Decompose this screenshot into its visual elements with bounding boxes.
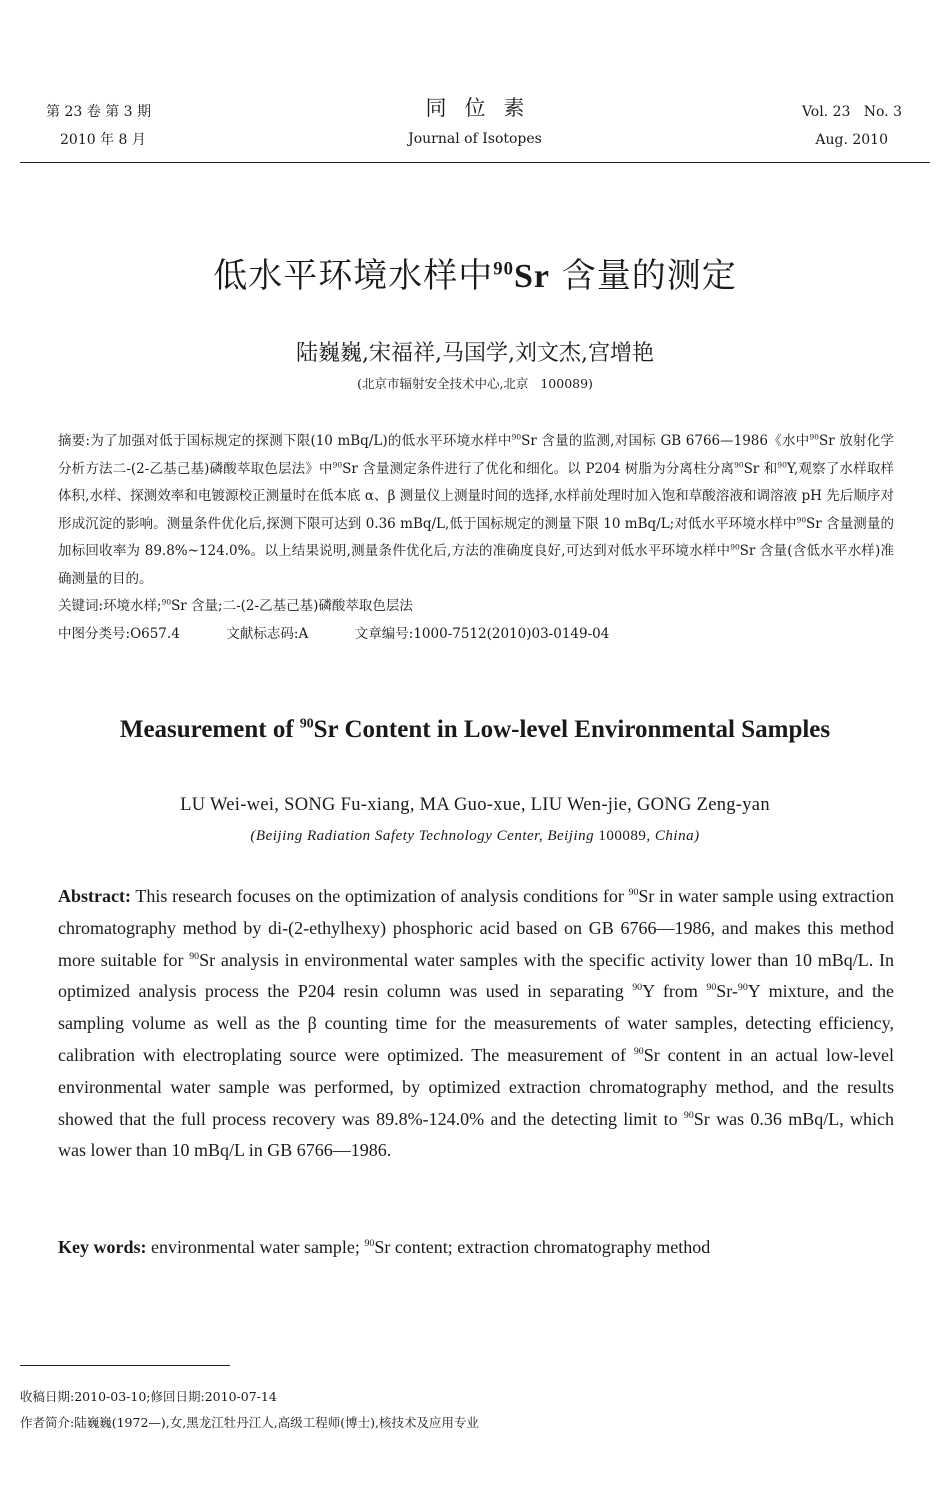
superscript-90: 90 — [734, 460, 744, 469]
superscript-90: 90 — [632, 982, 643, 994]
superscript-90: 90 — [730, 542, 740, 552]
author-bio: 作者简介:陆巍巍(1972—),女,黑龙江牡丹江人,高级工程师(博士),核技术及应用专业 — [20, 1415, 479, 1430]
doc-code-label: 文献标志码: — [226, 625, 299, 642]
superscript-90: 90 — [633, 1045, 644, 1057]
date-cn: 2010 年 8 月 — [60, 132, 146, 148]
keywords-en — [58, 1232, 894, 1263]
affiliation-en-name: (Beijing Radiation Safety Technology Center, Beijing — [250, 828, 599, 844]
footnote-divider — [20, 1365, 230, 1366]
superscript-90: 90 — [332, 460, 343, 469]
clc-value: O657.4 — [130, 625, 180, 642]
paper-title-cn — [0, 248, 950, 297]
keywords-en-text: environmental water sample; — [146, 1237, 365, 1257]
title-en-part1: Measurement of — [119, 716, 300, 743]
article-number-value: 1000-7512(2010)03-0149-04 — [413, 625, 610, 642]
journal-name-en: Journal of Isotopes — [408, 131, 542, 147]
title-cn-part1: 低水平环境水样中 — [213, 256, 494, 296]
abstract-cn-text: Sr 和 — [743, 460, 778, 477]
abstract-cn-label: 摘要: — [58, 433, 91, 449]
abstract-en — [58, 881, 894, 1167]
affiliation-cn: (北京市辐射安全技术中心,北京 100089) — [357, 376, 593, 391]
journal-name-cn: 同位素 — [425, 96, 543, 120]
abstract-en-text: Sr content in an actual low-level environmental water sample was performed, by optimized extraction chromatography method, and the results showed that the full process recovery was 89.8%-124.0% and the detecting limit to — [58, 1044, 895, 1129]
abstract-en-text: Sr in water sample using extraction chromatography method by di-(2-ethylhexy) phosphoric acid based on GB 6766—1986, and makes this method more suitable for — [58, 886, 894, 970]
abstract-cn-text: Y,观察了水样取样体积,水样、探测效率和电镀源校正测量时在低本底 α、β 测量仪上测量时间的选择,水样前处理时加入饱和草酸溶液和调溶液 pH 先后顺序对形成沉淀的影响。测量条件优化后,探测下限可达到 0.36 mBq/L,低于国标规定的测量下限 10 mBq/L;对低水平环境水样中 — [58, 460, 894, 532]
abstract-en-label: Abstract: — [58, 886, 131, 906]
superscript-90: 90 — [809, 432, 819, 442]
keywords-cn-text: 环境水样; — [103, 598, 162, 614]
abstract-cn-text: Sr 放射化学分析方法二-(2-乙基己基)磷酸萃取色层法》中 — [58, 433, 894, 477]
superscript-90: 90 — [161, 597, 172, 607]
abstract-cn-text: Sr 含量测量的加标回收率为 89.8%~124.0%。以上结果说明,测量条件优化后,方法的准确度良好,可达到对低水平环境水样中 — [58, 515, 894, 559]
footnotes — [20, 1384, 479, 1436]
superscript-90: 90 — [796, 515, 807, 524]
abstract-cn-text: Sr 含量测定条件进行了优化和细化。以 P204 树脂为分离柱分离 — [342, 460, 735, 477]
superscript-90: 90 — [511, 432, 522, 442]
article-number-label: 文章编号: — [354, 625, 414, 642]
header-right — [802, 98, 902, 154]
classification-cn — [58, 621, 894, 649]
title-cn-superscript: 90 — [493, 258, 514, 280]
date-en: Aug. 2010 — [815, 132, 888, 148]
superscript-90: 90 — [777, 460, 787, 469]
affiliation-en-country: , China) — [646, 828, 700, 844]
authors-cn: 陆巍巍,宋福祥,马国学,刘文杰,宫增艳 — [296, 341, 654, 366]
affiliation-en — [0, 828, 950, 845]
header-divider — [20, 162, 930, 163]
superscript-90: 90 — [628, 887, 639, 898]
keywords-cn-text: Sr 含量;二-(2-乙基己基)磷酸萃取色层法 — [171, 598, 413, 614]
volume-issue-en: Vol. 23 No. 3 — [801, 104, 902, 120]
affiliation-en-zip: 100089 — [598, 828, 647, 844]
volume-issue-cn: 第 23 卷 第 3 期 — [46, 104, 151, 120]
paper-title-en — [0, 716, 950, 744]
abstract-en-text: Y from — [642, 981, 707, 1002]
superscript-90: 90 — [364, 1238, 375, 1249]
abstract-cn-text: Sr 含量的监测,对国标 GB 6766—1986《水中 — [521, 433, 810, 449]
title-cn-element: Sr — [513, 258, 550, 295]
abstract-en-text: Y mixture, and the sampling volume as well as the β counting time for the measurements of water samples, detecting efficiency, calibration with electroplating source were optimized. The measurement of — [58, 981, 895, 1065]
superscript-90: 90 — [706, 982, 717, 994]
abstract-en-text: This research focuses on the optimization of analysis conditions for — [130, 886, 629, 906]
abstract-cn-block — [58, 428, 894, 648]
keywords-cn-label: 关键词: — [58, 598, 104, 614]
abstract-cn-text: Sr 含量(含低水平水样)准确测量的目的。 — [58, 543, 894, 587]
authors-en: LU Wei-wei, SONG Fu-xiang, MA Guo-xue, LIU Wen-jie, GONG Zeng-yan — [180, 795, 770, 815]
title-en-part2: Sr Content in Low-level Environmental Samples — [313, 716, 831, 743]
superscript-90: 90 — [189, 950, 200, 962]
title-en-superscript: 90 — [299, 715, 314, 731]
abstract-en-text: Sr analysis in environmental water samples with the specific activity lower than 10 mBq/L. In optimized analysis process the P204 resin column was used in separating — [58, 949, 894, 1002]
abstract-cn — [58, 428, 894, 593]
abstract-cn-text: 为了加强对低于国标规定的探测下限(10 mBq/L)的低水平环境水样中 — [90, 433, 512, 449]
doc-code-value: A — [298, 625, 309, 642]
title-cn-part2: 含量的测定 — [549, 256, 737, 296]
keywords-en-label: Key words: — [58, 1237, 147, 1257]
keywords-cn — [58, 593, 894, 621]
abstract-en-text: Sr was 0.36 mBq/L, which was lower than 10 mBq/L in GB 6766—1986. — [58, 1108, 894, 1161]
abstract-en-text: Sr- — [716, 981, 738, 1002]
received-date: 收稿日期:2010-03-10;修回日期:2010-07-14 — [20, 1389, 277, 1404]
clc-label: 中图分类号: — [58, 625, 131, 642]
superscript-90: 90 — [737, 982, 748, 994]
keywords-en-text: Sr content; extraction chromatography method — [374, 1237, 711, 1257]
superscript-90: 90 — [683, 1109, 694, 1121]
